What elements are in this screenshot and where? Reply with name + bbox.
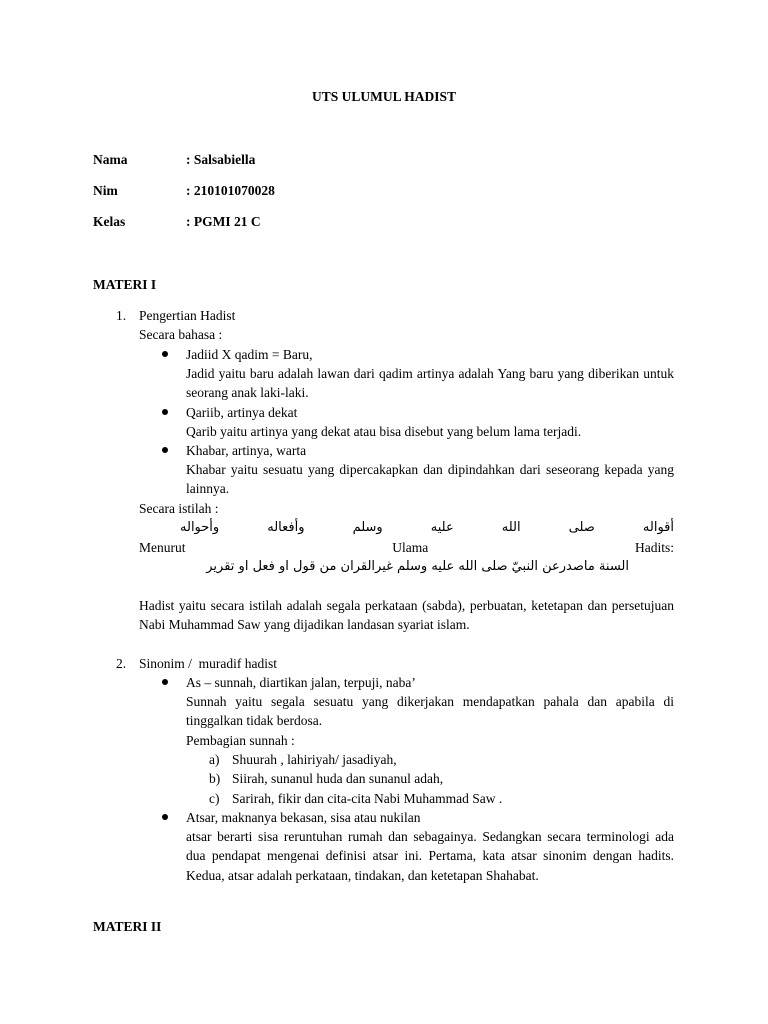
arabic-word: عليه	[430, 520, 454, 535]
bullet-qariib-head: Qariib, artinya dekat	[186, 405, 298, 420]
bullet-atsar-body: atsar berarti sisa reruntuhan rumah dan sebagainya. Sedangkan secara terminologi ada dua pendapat mengenai definisi atsar ini. Pertama, kata atsar sinonim dengan hadits. Kedua, atsar adalah perkataan, tindakan, dan ketetapan Shahabat.	[186, 829, 674, 883]
hadist-definition-paragraph: Hadist yaitu secara istilah adalah segala perkataan (sabda), perbuatan, ketetapan dan persetujuan Nabi Muhammad Saw yang dijadikan landasan syariat islam.	[139, 598, 674, 633]
arabic-sunnah-definition: السنة ماصدرعن النبيّ صلى الله عليه وسلم غيرالقران من قول او فعل او تقرير	[206, 559, 629, 574]
bullet-sunnah-head: As – sunnah, diartikan jalan, terpuji, naba’	[186, 675, 416, 690]
arabic-word: وأحواله	[180, 520, 220, 535]
bullet-jadiid-body: Jadid yaitu baru adalah lawan dari qadim artinya adalah Yang baru yang diberikan untuk seorang anak laki-laki.	[186, 366, 674, 401]
bullet-atsar-head: Atsar, maknanya bekasan, sisa atau nukilan	[186, 810, 421, 825]
value-nim: : 210101070028	[186, 183, 275, 198]
sub-item-siirah: Siirah, sunanul huda dan sunanul adah,	[232, 771, 444, 786]
arabic-definition-line	[180, 518, 674, 537]
value-kelas: : PGMI 21 C	[186, 214, 261, 229]
secara-istilah-label: Secara istilah :	[139, 501, 219, 516]
bullet-sunnah-body: Sunnah yaitu segala sesuatu yang dikerjakan mendapatkan pahala dan apabila di tinggalkan tidak berdosa.	[186, 694, 674, 729]
item-2-number: 2.	[116, 656, 127, 671]
label-nama: Nama	[93, 152, 128, 167]
bullet-icon	[162, 447, 168, 453]
pembagian-sunnah-label: Pembagian sunnah :	[186, 733, 295, 748]
item-2-title: Sinonim / muradif hadist	[139, 656, 277, 671]
label-nim: Nim	[93, 183, 118, 198]
sub-item-shuurah: Shuurah , lahiriyah/ jasadiyah,	[232, 752, 397, 767]
menurut-ulama-line	[139, 538, 674, 557]
arabic-word: الله	[501, 520, 521, 535]
bullet-qariib-body: Qarib yaitu artinya yang dekat atau bisa disebut yang belum lama terjadi.	[186, 424, 582, 439]
menurut-word: Menurut	[139, 540, 186, 555]
heading-materi-2: MATERI II	[93, 919, 162, 934]
arabic-word: وأفعاله	[267, 520, 305, 535]
arabic-word: أقواله	[642, 520, 674, 535]
ulama-word: Ulama	[392, 540, 429, 555]
item-1-number: 1.	[116, 308, 127, 323]
hadits-word: Hadits:	[635, 540, 674, 555]
secara-bahasa-label: Secara bahasa :	[139, 327, 223, 342]
heading-materi-1: MATERI I	[93, 277, 157, 292]
bullet-khabar-head: Khabar, artinya, warta	[186, 443, 307, 458]
bullet-icon	[162, 679, 168, 685]
document-title: UTS ULUMUL HADIST	[311, 89, 457, 104]
sub-letter-a: a)	[209, 752, 220, 767]
bullet-khabar-body: Khabar yaitu sesuatu yang dipercakapkan dan dipindahkan dari seseorang kepada yang lainnya.	[186, 462, 674, 497]
sub-letter-b: b)	[209, 771, 221, 786]
value-nama: : Salsabiella	[186, 152, 256, 167]
label-kelas: Kelas	[93, 214, 126, 229]
arabic-word: وسلم	[352, 520, 383, 535]
bullet-icon	[162, 409, 168, 415]
bullet-jadiid-head: Jadiid X qadim = Baru,	[186, 347, 313, 362]
arabic-word: صلى	[568, 520, 595, 535]
sub-item-sarirah: Sarirah, fikir dan cita-cita Nabi Muhammad Saw .	[232, 791, 503, 806]
item-1-title: Pengertian Hadist	[139, 308, 236, 323]
sub-letter-c: c)	[209, 791, 220, 806]
bullet-icon	[162, 351, 168, 357]
bullet-icon	[162, 814, 168, 820]
